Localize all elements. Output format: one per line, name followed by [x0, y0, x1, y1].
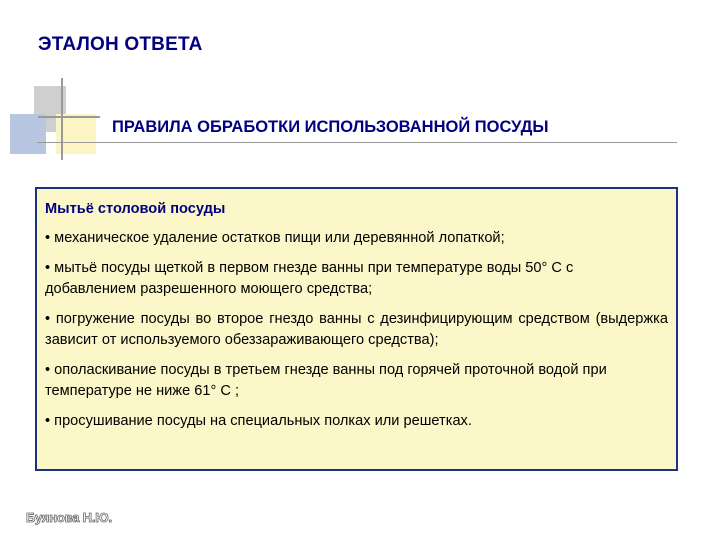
list-item: • механическое удаление остатков пищи или деревянной лопаткой; — [45, 230, 505, 246]
title-underline — [37, 142, 677, 143]
header-title: ЭТАЛОН ОТВЕТА — [38, 34, 203, 55]
author-signature: Буянова Н.Ю. — [26, 510, 112, 525]
list-item: • ополаскивание посуды в третьем гнезде ванны под горячей проточной водой при температуре не ниже 61° С ; — [45, 362, 607, 399]
content-box — [35, 187, 678, 471]
decorative-squares — [8, 78, 103, 163]
box-heading: Мытьё столовой посуды — [45, 201, 226, 217]
deco-blue-square — [10, 114, 46, 154]
list-item: • мытьё посуды щеткой в первом гнезде ванны при температуре воды 50° С с добавлением разрешенного моющего средства; — [45, 260, 574, 297]
list-item: • просушивание посуды на специальных полках или решетках. — [45, 413, 472, 429]
deco-horizontal-line — [38, 116, 100, 118]
slide-subtitle: ПРАВИЛА ОБРАБОТКИ ИСПОЛЬЗОВАННОЙ ПОСУДЫ — [112, 118, 549, 136]
list-item: • погружение посуды во второе гнездо ванны с дезинфицирующим средством (выдержка зависит от используемого обеззараживающего средства); — [45, 311, 668, 348]
deco-vertical-line — [61, 78, 63, 160]
